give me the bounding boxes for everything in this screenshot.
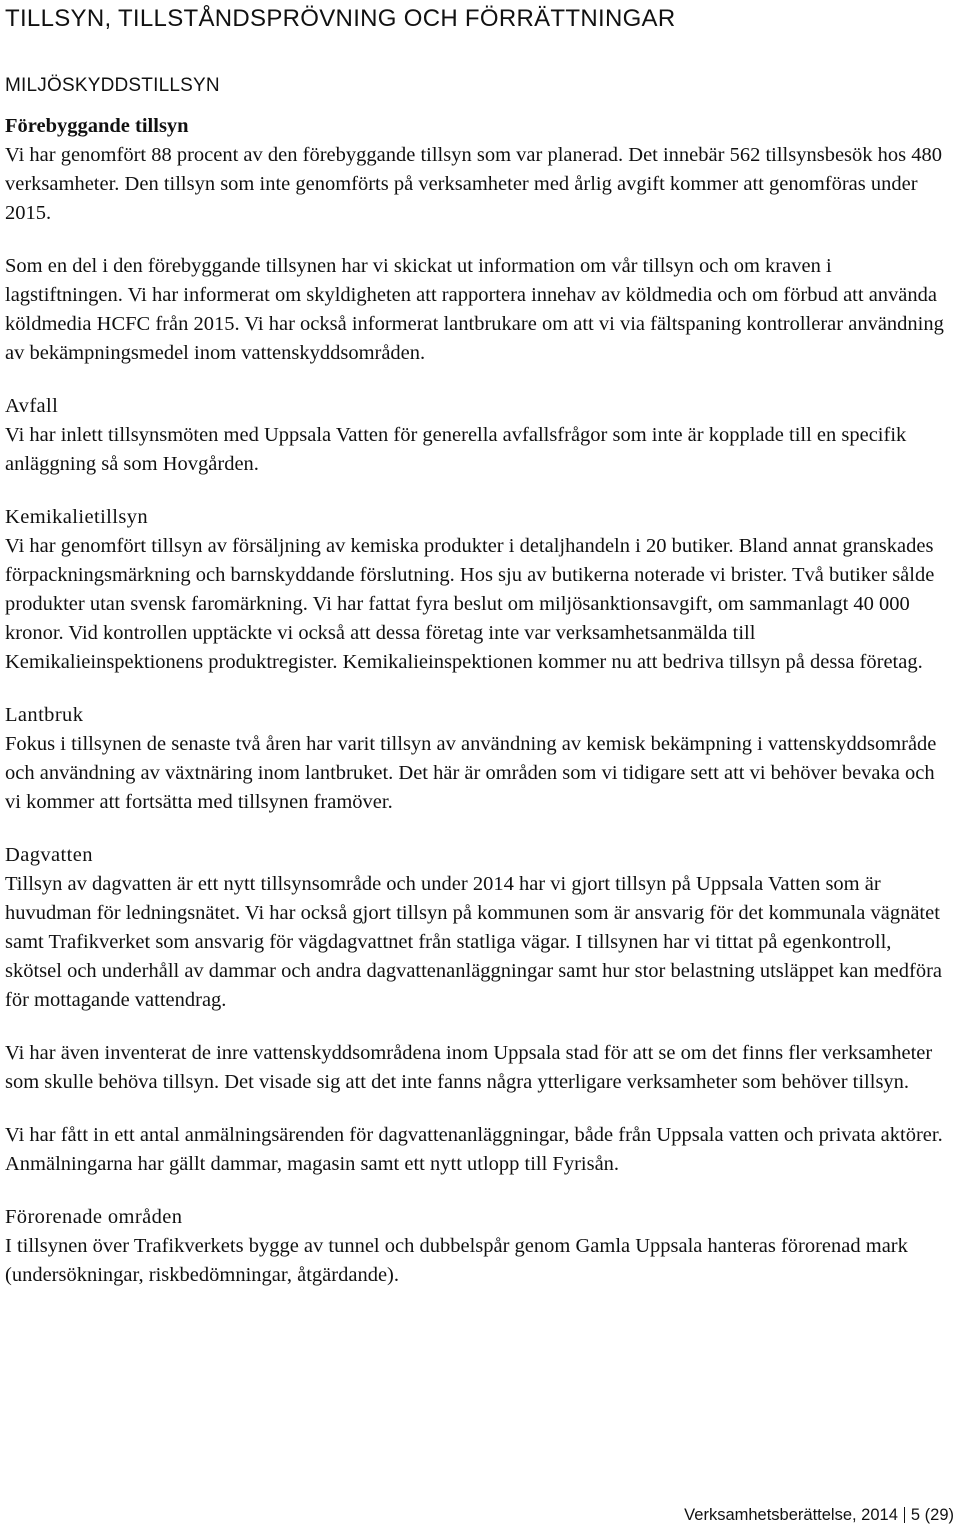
- subheading-avfall: Avfall: [5, 395, 59, 417]
- page-title: TILLSYN, TILLSTÅNDSPRÖVNING OCH FÖRRÄTTNINGAR: [5, 5, 676, 32]
- paragraph: I tillsynen över Trafikverkets bygge av tunnel och dubbelspår genom Gamla Uppsala hanteras förorenad mark (undersökningar, riskbedömningar, åtgärdande).: [5, 1235, 908, 1286]
- subheading-dagvatten: Dagvatten: [5, 844, 93, 866]
- section-forebyggande-tillsyn: [5, 112, 950, 368]
- paragraph: Vi har fått in ett antal anmälningsärenden för dagvattenanläggningar, både från Uppsala vatten och privata aktörer. Anmälningarna har gällt dammar, magasin samt ett nytt utlopp till Fyrisån.: [5, 1124, 943, 1175]
- paragraph: Som en del i den förebyggande tillsynen har vi skickat ut information om vår tillsyn och om kraven i lagstiftningen. Vi har informerat om skyldigheten att rapportera innehav av köldmedia och om förbud att använda köldmedia HCFC från 2015. Vi har också informerat lantbrukare om att vi via fältspaning kontrollerar användning av bekämpningsmedel inom vattenskyddsområden.: [5, 255, 944, 364]
- paragraph: Vi har genomfört 88 procent av den förebyggande tillsyn som var planerad. Det innebär 562 tillsynsbesök hos 480 verksamheter. Den tillsyn som inte genomförts på verksamheter med årlig avgift kommer att genomföras under 2015.: [5, 144, 942, 224]
- paragraph: Vi har genomfört tillsyn av försäljning av kemiska produkter i detaljhandeln i 20 butiker. Bland annat granskades förpackningsmärkning och barnskyddande förslutning. Hos sju av butikerna noterade vi brister. Två butiker sålde produkter utan svensk faromärkning. Vi har fattat fyra beslut om miljösanktionsavgift, om sammanlagt 40 000 kronor. Vid kontrollen upptäckte vi också att dessa företag inte var verksamhetsanmälda till Kemikalieinspektionens produktregister. Kemikalieinspektionen kommer nu att bedriva tillsyn på dessa företag.: [5, 535, 935, 673]
- subheading-kemikalietillsyn: Kemikalietillsyn: [5, 506, 149, 528]
- section-kemikalietillsyn: [5, 503, 950, 677]
- paragraph: Fokus i tillsynen de senaste två åren har varit tillsyn av användning av kemisk bekämpning i vattenskyddsområde och användning av växtnäring inom lantbruket. Det här är områden som vi tidigare sett att vi behöver bevaka och vi kommer att fortsätta med tillsynen framöver.: [5, 733, 937, 813]
- section-avfall: [5, 392, 950, 479]
- footer-page-number: 5 (29): [910, 1506, 954, 1524]
- document-body: [5, 112, 950, 1290]
- paragraph: Vi har inlett tillsynsmöten med Uppsala Vatten för generella avfallsfrågor som inte är kopplade till en specifik anläggning så som Hovgården.: [5, 424, 907, 475]
- subheading-forebyggande-tillsyn: Förebyggande tillsyn: [5, 115, 189, 137]
- paragraph: Tillsyn av dagvatten är ett nytt tillsynsområde och under 2014 har vi gjort tillsyn på Uppsala Vatten som är huvudman för ledningsnätet. Vi har också gjort tillsyn på kommunen som är ansvarig för det kommunala vägnätet samt Trafikverket som ansvarig för vägdagvattnet från statliga vägar. I tillsynen har vi tittat på egenkontroll, skötsel och underhåll av dammar och andra dagvattenanläggningar samt hur stor belastning utsläppet kan medföra för mottagande vattendrag.: [5, 873, 943, 1011]
- section-heading: MILJÖSKYDDSTILLSYN: [5, 75, 220, 96]
- section-lantbruk: [5, 701, 950, 817]
- subheading-fororenade-omraden: Förorenade områden: [5, 1206, 183, 1228]
- page-footer: [684, 1505, 954, 1525]
- paragraph: Vi har även inventerat de inre vattenskyddsområdena inom Uppsala stad för att se om det finns fler verksamheter som skulle behöva tillsyn. Det visade sig att det inte fanns några ytterligare verksamheter som behöver tillsyn.: [5, 1042, 933, 1093]
- section-fororenade-omraden: [5, 1203, 950, 1290]
- footer-report-name: Verksamhetsberättelse, 2014: [684, 1506, 898, 1524]
- footer-divider: [904, 1507, 905, 1523]
- subheading-lantbruk: Lantbruk: [5, 704, 84, 726]
- section-dagvatten: [5, 841, 950, 1179]
